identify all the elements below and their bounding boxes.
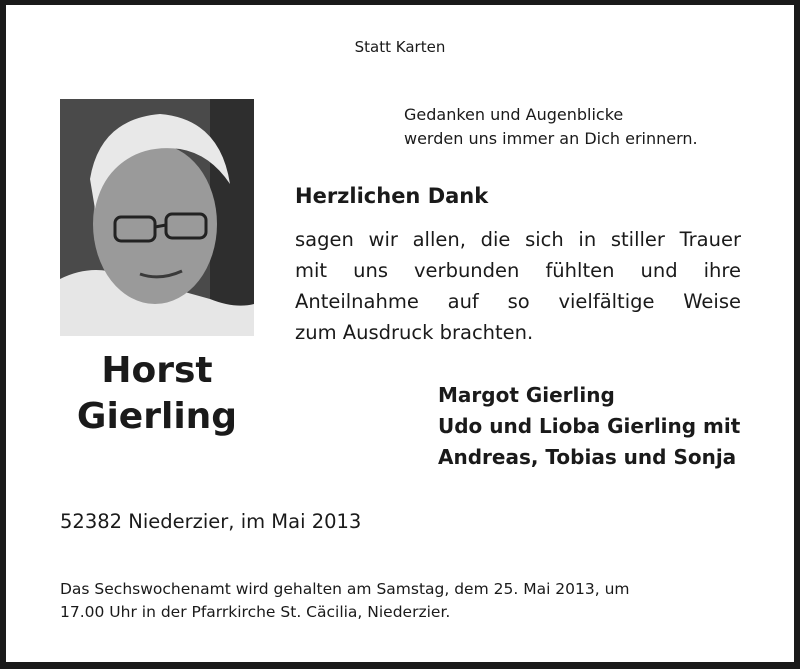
deceased-last-name: Gierling — [76, 396, 238, 437]
deceased-first-name: Horst — [101, 350, 213, 391]
statt-karten-heading: Statt Karten — [354, 38, 446, 56]
quote-line: werden uns immer an Dich erinnern. — [404, 129, 698, 148]
thanks-line: Anteilnahme auf so vielfältige Weise — [295, 290, 741, 313]
thanks-line: sagen wir allen, die sich in stiller Trauer — [295, 228, 741, 251]
signer-line: Margot Gierling — [438, 383, 615, 407]
notice-line: 17.00 Uhr in der Pfarrkirche St. Cäcilia, Niederzier. — [60, 603, 451, 621]
service-notice — [60, 578, 750, 624]
signer-line: Udo und Lioba Gierling mit — [438, 414, 741, 438]
thanks-line: zum Ausdruck brachten. — [295, 321, 534, 344]
thanks-text — [295, 224, 741, 348]
signer-line: Andreas, Tobias und Sonja — [438, 445, 737, 469]
quote-line: Gedanken und Augenblicke — [404, 105, 624, 124]
thanks-line: mit uns verbunden fühlten und ihre — [295, 259, 741, 282]
portrait-photo — [60, 99, 254, 336]
memorial-quote — [404, 103, 698, 151]
thanks-title: Herzlichen Dank — [295, 184, 489, 208]
notice-line: Das Sechswochenamt wird gehalten am Samstag, dem 25. Mai 2013, um — [60, 580, 630, 598]
signers-block — [438, 380, 740, 473]
place-date: 52382 Niederzier, im Mai 2013 — [60, 510, 362, 533]
